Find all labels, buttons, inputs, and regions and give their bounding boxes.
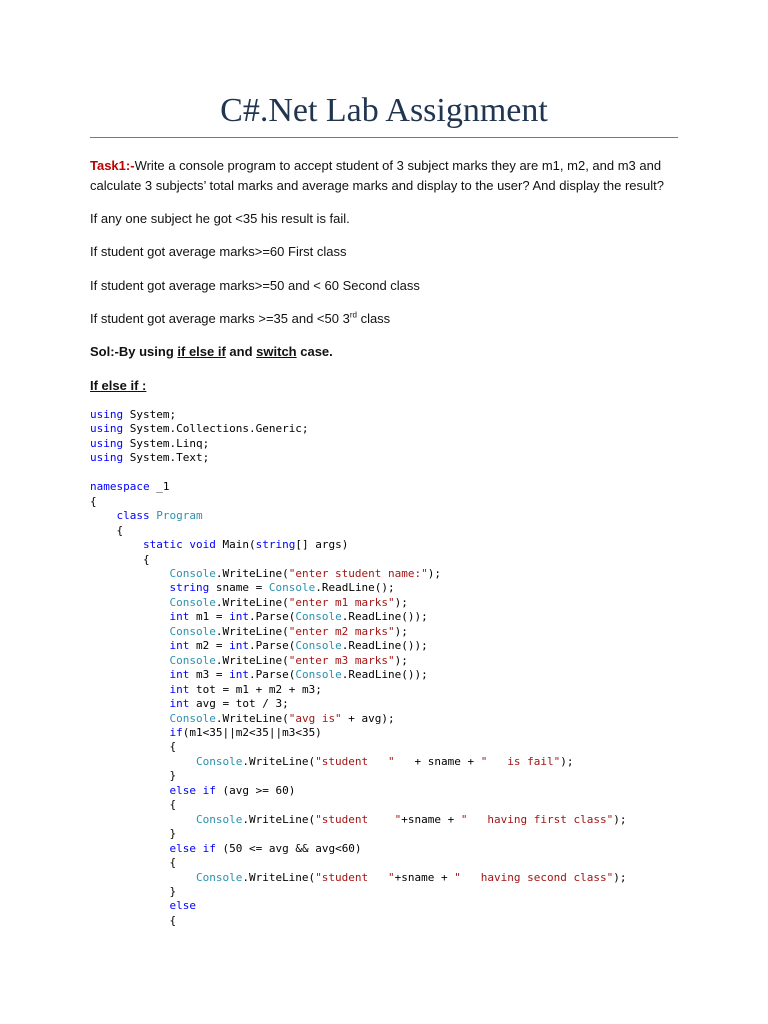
section-heading: If else if :: [90, 378, 147, 393]
code-token: {: [169, 856, 177, 870]
code-token: +sname +: [401, 812, 461, 826]
task-description: [90, 156, 690, 196]
code-token: {: [169, 798, 177, 812]
code-token: System;: [123, 408, 177, 421]
code-keyword: int: [229, 639, 249, 653]
code-string: "enter m3 marks": [288, 653, 395, 667]
code-token: .WriteLine(: [215, 624, 289, 638]
code-token: );: [394, 624, 408, 638]
code-token: System.Text;: [123, 451, 210, 465]
code-type: Console: [268, 581, 316, 595]
solution-switch: switch: [256, 344, 297, 359]
rule-first-class: If student got average marks>=60 First class: [90, 244, 347, 259]
code-type: Console: [295, 668, 342, 682]
code-token: [] args): [295, 538, 349, 552]
code-token: (m1<35||m2<35||m3<35): [182, 725, 322, 739]
rule-third-superscript: rd: [349, 310, 357, 320]
code-token: m1 =: [189, 610, 230, 624]
code-token: );: [427, 566, 442, 580]
code-token: }: [169, 769, 177, 783]
rule-second-class: If student got average marks>=50 and < 60 Second class: [90, 278, 420, 293]
code-token: .WriteLine(: [242, 754, 316, 768]
rule-third-text: If student got average marks >=35 and <50 3: [90, 311, 350, 326]
code-token: .WriteLine(: [215, 711, 289, 725]
code-type: Console: [169, 595, 216, 609]
code-token: {: [169, 913, 177, 927]
solution-prefix: Sol:-By using: [90, 344, 178, 359]
code-token: .Parse(: [248, 668, 296, 682]
solution-ifelse: if else if: [177, 344, 226, 359]
code-token: System.Collections.Generic;: [123, 422, 309, 436]
code-token: Main(: [215, 538, 256, 552]
code-token: );: [394, 595, 408, 609]
task-line-2: calculate 3 subjects’ total marks and average marks and display to the user? And display the result?: [90, 178, 664, 193]
code-token: .Parse(: [248, 610, 296, 624]
code-keyword: if: [202, 841, 216, 855]
code-keyword: int: [229, 610, 249, 624]
code-type: Console: [169, 566, 216, 580]
code-token: avg = tot / 3;: [189, 697, 289, 711]
code-keyword: int: [169, 610, 190, 624]
rule-third-suffix: class: [356, 311, 391, 326]
solution-line: [90, 342, 690, 362]
code-keyword: int: [169, 697, 190, 711]
code-type: Console: [169, 624, 216, 638]
code-string: " having first class": [460, 812, 614, 826]
code-keyword: int: [229, 668, 249, 682]
code-type: Console: [295, 639, 342, 653]
code-keyword: using: [90, 451, 124, 465]
code-keyword: int: [169, 639, 190, 653]
code-type: Console: [169, 711, 216, 725]
code-string: "student ": [315, 754, 395, 768]
code-token: (avg >= 60): [215, 783, 296, 797]
code-string: "student ": [315, 870, 395, 884]
code-token: );: [560, 754, 574, 768]
rule-third-class: [90, 309, 690, 329]
code-token: .WriteLine(: [242, 812, 316, 826]
code-token: .ReadLine());: [341, 639, 428, 653]
rule-fail: If any one subject he got <35 his result is fail.: [90, 211, 350, 226]
code-type: Program: [156, 509, 203, 523]
code-token: + avg);: [341, 711, 395, 725]
code-string: "enter m1 marks": [288, 595, 395, 609]
code-type: Console: [195, 812, 243, 826]
code-token: }: [169, 827, 177, 841]
code-token: .WriteLine(: [215, 566, 289, 580]
solution-and: and: [225, 344, 257, 359]
code-keyword: if: [202, 783, 216, 797]
code-string: " is fail": [480, 754, 561, 768]
code-string: "student ": [315, 812, 402, 826]
solution-suffix: case.: [296, 344, 333, 359]
code-token: .ReadLine());: [341, 668, 428, 682]
code-keyword: class: [116, 509, 150, 523]
code-token: tot = m1 + m2 + m3;: [189, 682, 322, 696]
code-token: sname =: [209, 581, 269, 595]
code-token: .WriteLine(: [215, 653, 289, 667]
code-token: .WriteLine(: [242, 870, 316, 884]
code-listing: [90, 408, 626, 928]
code-token: .WriteLine(: [215, 595, 289, 609]
title-underline: [90, 137, 678, 138]
code-token: }: [169, 884, 177, 898]
code-string: "enter student name:": [288, 566, 428, 580]
code-type: Console: [195, 870, 243, 884]
code-keyword: string: [169, 581, 210, 595]
code-keyword: int: [169, 682, 190, 696]
task-label: Task1:-: [90, 158, 135, 173]
code-token: .Parse(: [248, 639, 296, 653]
code-token: );: [394, 653, 408, 667]
code-type: Console: [195, 754, 243, 768]
code-token: +sname +: [394, 870, 455, 884]
code-type: Console: [169, 653, 216, 667]
code-token: {: [116, 523, 124, 537]
code-keyword: else: [169, 841, 196, 855]
code-token: _1: [149, 480, 170, 494]
code-string: " having second class": [454, 870, 614, 884]
code-token: m3 =: [189, 668, 230, 682]
code-token: {: [90, 494, 97, 508]
code-type: Console: [295, 610, 342, 624]
code-token: + sname +: [394, 754, 481, 768]
code-keyword: else: [169, 783, 196, 797]
task-line-1: Write a console program to accept student of 3 subject marks they are m1, m2, and m3 and: [134, 158, 662, 173]
code-token: .ReadLine());: [341, 610, 428, 624]
code-keyword: using: [90, 408, 124, 421]
code-token: m2 =: [189, 639, 230, 653]
code-keyword: void: [189, 538, 216, 552]
code-token: {: [142, 552, 150, 566]
code-string: "enter m2 marks": [288, 624, 395, 638]
code-string: "avg is": [288, 711, 342, 725]
code-token: );: [613, 870, 627, 884]
code-keyword: int: [169, 668, 190, 682]
code-token: System.Linq;: [123, 436, 210, 450]
code-keyword: namespace: [90, 480, 150, 494]
code-keyword: if: [169, 725, 183, 739]
code-keyword: static: [142, 538, 183, 552]
code-token: (50 <= avg && avg<60): [215, 841, 362, 855]
code-keyword: using: [90, 436, 124, 450]
code-keyword: string: [255, 538, 296, 552]
code-token: .ReadLine();: [315, 581, 395, 595]
code-keyword: using: [90, 422, 124, 436]
page-title: C#.Net Lab Assignment: [220, 92, 548, 129]
code-token: {: [169, 740, 177, 754]
code-keyword: else: [169, 899, 196, 913]
code-token: );: [613, 812, 627, 826]
